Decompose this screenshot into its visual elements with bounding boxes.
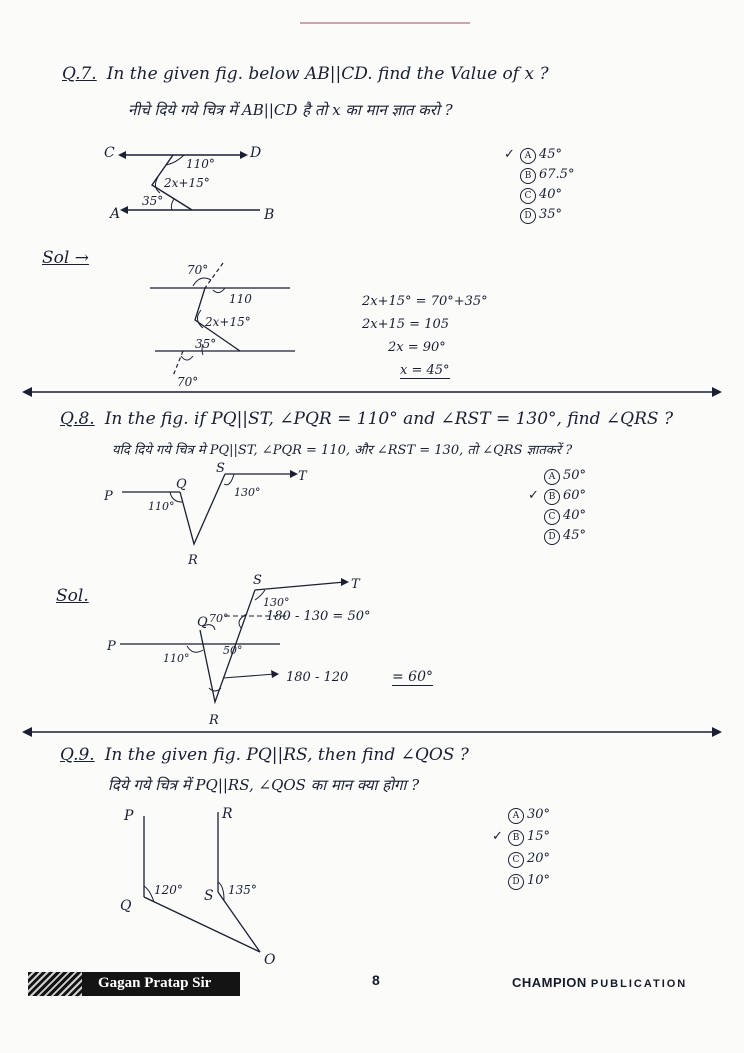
q8-label-s: S [216,461,225,476]
sol7-angle-expr: 2x+15° [205,315,251,329]
q9-option-d[interactable] [508,870,550,892]
q8-label-r: R [188,553,198,568]
q8-label-t: T [298,469,307,484]
sol8-angle-70: 70° [209,612,229,625]
brand-logo [512,975,687,990]
q9-option-a[interactable] [508,804,550,826]
q9-figure [110,802,300,972]
q9-label-p: P [124,808,134,824]
page-number: 8 [372,972,380,988]
sol8-label-p: P [107,639,116,654]
q9-option-b-text: 15° [527,829,551,844]
brand-main: CHAMPION [512,975,587,990]
q8-text: In the fig. if PQ||ST, ∠PQR = 110° and ∠RST = 130°, find ∠QRS ? [104,409,674,429]
q9-label-r: R [222,806,233,822]
q7-label-a: A [110,206,121,222]
q7-option-c-text: 40° [539,187,563,202]
q8-label-p: P [104,489,113,504]
sol8-angle-130: 130° [263,596,290,609]
q8-angle-130: 130° [234,486,261,499]
sol8-label-q: Q [197,615,208,630]
q7-label-d: D [250,145,262,161]
sol7-answer: x = 45° [400,363,450,378]
q8-option-d-text: 45° [563,528,587,543]
q8-option-a[interactable] [544,466,586,486]
stripe-decor-icon [28,972,82,996]
sol8-label-s: S [253,573,262,588]
sol7-angle-70-top: 70° [187,263,209,277]
q9-text: In the given fig. PQ||RS, then find ∠QOS ? [104,745,469,765]
sol8-step-1: 180 - 130 = 50° [266,609,371,624]
option-circle-icon: B [544,489,560,505]
q7-option-a-text: 45° [539,147,563,162]
option-circle-icon: B [508,830,524,846]
sol7-label: Sol → [42,248,89,268]
q8-angle-110: 110° [148,500,175,513]
q8-option-d[interactable] [544,526,586,546]
q8-option-b[interactable] [528,486,587,506]
option-circle-icon: D [508,874,524,890]
footer-author-bar [28,972,240,996]
sol7-figure [145,258,305,390]
q7-label: Q.7. [62,64,97,84]
sol8-step-2: 180 - 120 [286,670,349,685]
q8-option-c-text: 40° [563,508,587,523]
q7-option-b-text: 67.5° [539,167,575,182]
q7-text: In the given fig. below AB||CD. find the Value of x ? [106,64,549,84]
q7-figure [100,135,300,230]
option-circle-icon: C [508,852,524,868]
brand-sub: PUBLICATION [590,978,688,990]
q7-option-a[interactable] [504,145,574,165]
q7-option-d-text: 35° [539,207,563,222]
q7-english [62,64,549,84]
sol8-figure [105,570,375,730]
sol8-label: Sol. [56,586,89,606]
q8-option-a-text: 50° [563,468,587,483]
q8-label-q: Q [176,477,187,492]
q9-english [60,745,469,765]
q9-label: Q.9. [60,745,95,765]
q9-option-b[interactable] [492,826,551,848]
sol8-result: = 60° [392,669,433,685]
separator-2 [22,725,722,739]
option-circle-icon: D [520,208,536,224]
top-decor-line [300,22,470,24]
check-icon: ✓ [504,147,515,162]
sol7-angle-35: 35° [195,337,217,351]
q9-label-q: Q [120,898,132,914]
sol8-angle-110: 110° [163,652,190,665]
q7-angle-35: 35° [142,194,164,208]
q8-english [60,409,673,429]
q8-hindi: यदि दिये गये चित्र मे PQ||ST, ∠PQR = 110, और ∠RST = 130, तो ∠QRS ज्ञातकरें ? [112,443,573,458]
q9-option-c-text: 20° [527,851,551,866]
footer-author: Gagan Pratap Sir [98,975,212,991]
q7-hindi: नीचे दिये गये चित्र में AB||CD है तो x का मान ज्ञात करो ? [128,101,453,119]
q7-label-b: B [264,207,275,223]
option-circle-icon: A [520,148,536,164]
sol7-steps [362,290,488,382]
q9-option-a-text: 30° [527,807,551,822]
sol7-angle-70-bottom: 70° [177,375,199,389]
check-icon: ✓ [492,829,503,844]
sol7-step-2: 2x+15 = 105 [362,317,450,332]
q7-option-b[interactable] [520,165,574,185]
option-circle-icon: C [520,188,536,204]
q9-options [492,804,551,892]
q7-option-c[interactable] [520,185,574,205]
sol7-step-1: 2x+15° = 70°+35° [362,294,488,309]
q9-label-o: O [264,952,276,968]
q7-label-c: C [104,145,115,161]
q7-option-d[interactable] [520,205,574,225]
option-circle-icon: B [520,168,536,184]
sol8-label-t: T [351,577,360,592]
q9-option-d-text: 10° [527,873,551,888]
check-icon: ✓ [528,488,539,503]
q8-options [528,466,587,546]
q7-options [504,145,575,225]
q8-option-c[interactable] [544,506,586,526]
sol8-angle-50: 50° [223,644,243,657]
q9-angle-120: 120° [154,883,183,897]
sol8-label-r: R [209,713,219,728]
q7-angle-110: 110° [186,157,215,171]
sol7-step-3: 2x = 90° [388,340,446,355]
option-circle-icon: A [508,808,524,824]
option-circle-icon: D [544,529,560,545]
q7-angle-expr: 2x+15° [164,176,210,190]
q9-option-c[interactable] [508,848,550,870]
option-circle-icon: C [544,509,560,525]
separator-1 [22,385,722,399]
sol7-angle-110: 110 [229,292,252,306]
q9-hindi: दिये गये चित्र में PQ||RS, ∠QOS का मान क्या होगा ? [108,776,420,794]
q9-label-s: S [204,888,214,904]
q8-label: Q.8. [60,409,95,429]
q9-angle-135: 135° [228,883,257,897]
option-circle-icon: A [544,469,560,485]
q8-option-b-text: 60° [563,488,587,503]
q8-figure [100,462,320,572]
